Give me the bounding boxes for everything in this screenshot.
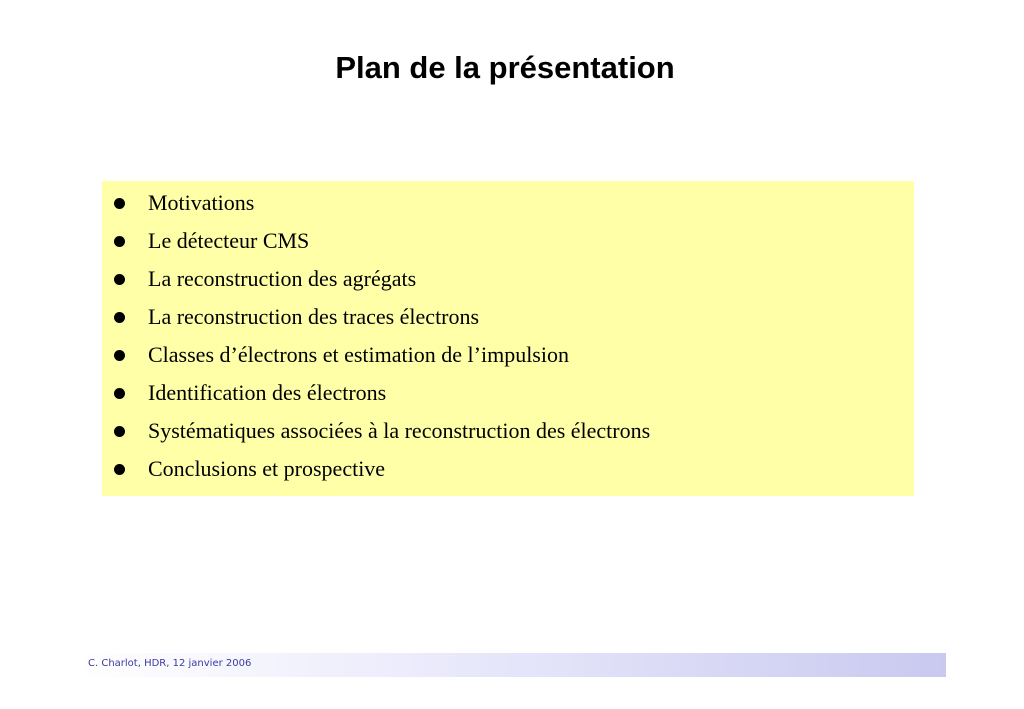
bullet-icon xyxy=(114,426,125,437)
list-item xyxy=(102,377,914,415)
list-item-text: Motivations xyxy=(148,190,255,215)
list-item-text: Identification des électrons xyxy=(148,380,387,405)
bullet-icon xyxy=(114,464,125,475)
list-item xyxy=(102,415,914,453)
slide-title: Plan de la présentation xyxy=(335,50,675,85)
bullet-icon xyxy=(114,388,125,399)
bullet-icon xyxy=(114,274,125,285)
footer-text: C. Charlot, HDR, 12 janvier 2006 xyxy=(88,658,252,669)
bullet-icon xyxy=(114,198,125,209)
list-item xyxy=(102,263,914,301)
list-item-text: Le détecteur CMS xyxy=(148,228,310,253)
outline-box xyxy=(102,181,914,496)
outline-list xyxy=(102,187,914,491)
list-item-text: La reconstruction des agrégats xyxy=(148,266,417,291)
list-item-text: Systématiques associées à la reconstruction des électrons xyxy=(148,418,651,443)
list-item xyxy=(102,453,914,491)
footer-bar xyxy=(78,653,946,677)
list-item xyxy=(102,187,914,225)
bullet-icon xyxy=(114,312,125,323)
list-item-text: Classes d’électrons et estimation de l’impulsion xyxy=(148,342,569,367)
list-item xyxy=(102,301,914,339)
list-item-text: Conclusions et prospective xyxy=(148,456,386,481)
list-item-text: La reconstruction des traces électrons xyxy=(148,304,480,329)
bullet-icon xyxy=(114,350,125,361)
list-item xyxy=(102,339,914,377)
list-item xyxy=(102,225,914,263)
bullet-icon xyxy=(114,236,125,247)
